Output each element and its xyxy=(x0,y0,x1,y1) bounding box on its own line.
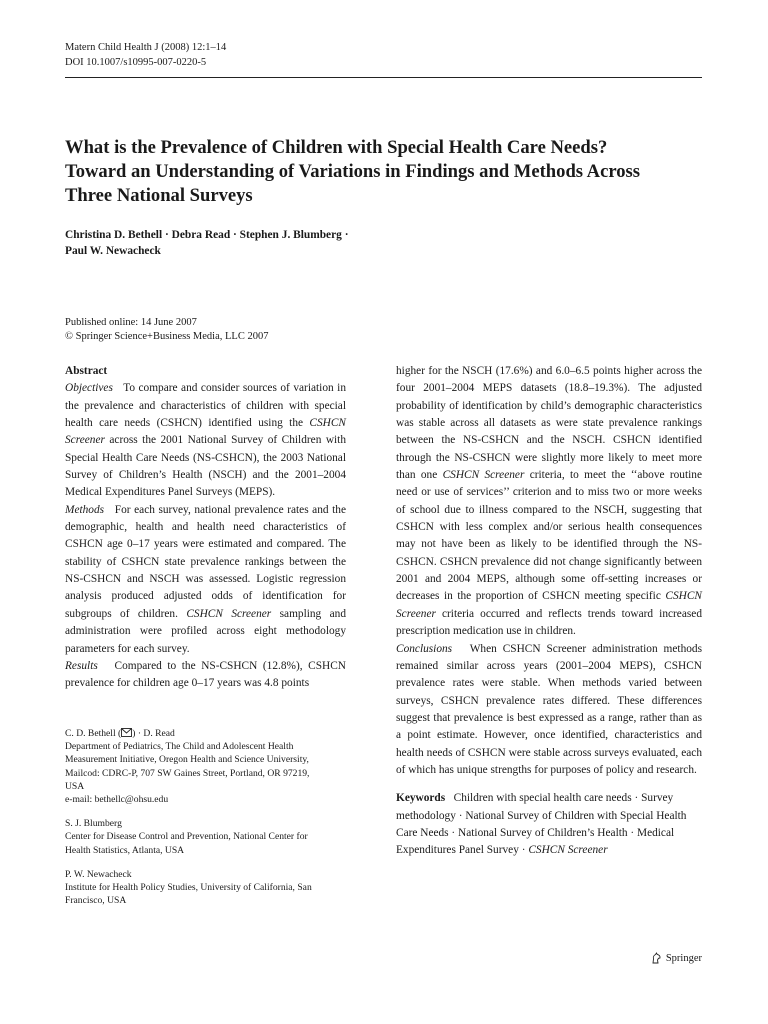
affiliation-1-line-4: USA xyxy=(65,780,85,792)
keywords-block xyxy=(396,790,702,859)
affiliation-1-email[interactable]: e-mail: bethellc@ohsu.edu xyxy=(65,794,169,806)
journal-doi: DOI 10.1007/s10995-007-0220-5 xyxy=(65,57,207,68)
affiliations xyxy=(65,727,355,918)
affiliation-3-line-2: Francisco, USA xyxy=(65,895,127,907)
publisher-mark xyxy=(650,952,702,965)
affiliation-2-line-2: Health Statistics, Atlanta, USA xyxy=(65,844,185,856)
results-text-1-cont: higher for the NSCH (17.6%) and 6.0–6.5 points higher across the four 2001–2004 MEPS datasets (18.8–19.3%). The adjusted probability of identification by child’s demographic characteristics was stable across all datasets as were state prevalence rankings between the NS-CSHCN and the NSCH. CSHCN identified through the NS-CSHCN were slightly more likely to meet more than one xyxy=(396,365,702,482)
left-column xyxy=(65,363,346,693)
affiliation-3-name: P. W. Newacheck xyxy=(65,868,132,880)
journal-citation: Matern Child Health J (2008) 12:1–14 xyxy=(65,42,227,53)
right-column xyxy=(396,363,702,860)
affiliation-3 xyxy=(65,868,355,908)
results-screener-term-2: CSHCN Screener xyxy=(396,590,702,620)
methods-text-2: sampling and administration were profiled across eight methodology parameters for each survey. xyxy=(65,607,347,655)
author-line-2: Paul W. Newacheck xyxy=(65,245,161,257)
results-paragraph-continued xyxy=(396,363,702,641)
methods-label: Methods xyxy=(65,503,105,516)
envelope-icon xyxy=(121,728,132,737)
author-line-1: Christina D. Bethell · Debra Read · Stephen J. Blumberg · xyxy=(65,229,349,241)
methods-screener-term: CSHCN Screener xyxy=(186,607,272,620)
objectives-text-2: across the 2001 National Survey of Children with Special Health Care Needs (NS-CSHCN), the 2003 National Survey of Children’s Health (NSCH) and the 2001–2004 Medical Expenditures Panel Surveys (MEPS). xyxy=(65,434,346,499)
affiliation-1-name-b: ) · D. Read xyxy=(132,728,175,739)
header-rule xyxy=(65,77,702,78)
keywords-screener-term: CSHCN Screener xyxy=(528,844,608,857)
published-date: Published online: 14 June 2007 xyxy=(65,317,197,328)
journal-info xyxy=(65,40,226,70)
results-paragraph-start xyxy=(65,658,346,693)
affiliation-2-name: S. J. Blumberg xyxy=(65,818,122,830)
publication-info xyxy=(65,316,268,344)
affiliation-1 xyxy=(65,727,355,806)
author-list xyxy=(65,227,665,259)
objectives-paragraph xyxy=(65,380,346,501)
springer-horse-icon xyxy=(650,952,663,965)
keywords-label: Keywords xyxy=(396,792,446,805)
affiliation-1-names xyxy=(65,727,355,740)
affiliation-2-line-1: Center for Disease Control and Prevention, National Center for xyxy=(65,831,308,843)
affiliation-1-line-1: Department of Pediatrics, The Child and Adolescent Health xyxy=(65,741,294,753)
abstract-heading: Abstract xyxy=(65,365,108,377)
affiliation-3-line-1: Institute for Health Policy Studies, University of California, San xyxy=(65,882,312,894)
results-text-1: Compared to the NS-CSHCN (12.8%), CSHCN prevalence for children age 0–17 years was 4.8 points xyxy=(65,659,346,690)
objectives-screener-term: CSHCN Screener xyxy=(65,417,346,447)
results-label: Results xyxy=(65,659,98,672)
affiliation-2 xyxy=(65,817,355,857)
publisher-name: Springer xyxy=(665,953,702,964)
methods-paragraph xyxy=(65,502,346,658)
affiliation-1-name-a: C. D. Bethell ( xyxy=(65,728,122,739)
objectives-text-1: To compare and consider sources of variation in the prevalence and characteristics of children with special health care needs (CSHCN) identified using the xyxy=(65,382,346,430)
results-text-3: criteria occurred and reflects trends toward increased prescription medication use in children. xyxy=(396,607,702,638)
affiliation-1-line-3: Mailcod: CDRC-P, 707 SW Gaines Street, Portland, OR 97219, xyxy=(65,767,310,779)
results-screener-term-1: CSHCN Screener xyxy=(442,469,525,482)
copyright: © Springer Science+Business Media, LLC 2007 xyxy=(65,331,269,342)
article-title: What is the Prevalence of Children with Special Health Care Needs? Toward an Understanding of Variations in Findings and Methods Across Three National Surveys xyxy=(65,137,641,206)
conclusions-text: When CSHCN Screener administration methods remained similar across years (2001–2004 MEPS), CSHCN prevalence rates were stable. When methods varied between surveys, CSHCN prevalence rates differed. These differences suggest that prevalence is best expressed as a range, rather than as a point estimate. However, once identified, characteristics and health needs of CSHCN were stable across surveys evaluated, each of which has unique strengths for purposes of policy and research. xyxy=(396,642,702,776)
conclusions-paragraph xyxy=(396,641,702,780)
methods-text-1: For each survey, national prevalence rates and the demographic, health and health need characteristics of CSHCN age 0–17 years were estimated and compared. The stability of CSHCN state prevalence rankings between the NS-CSHCN and NSCH was assessed. Logistic regression analysis produced adjusted odds of identification for subgroups of children. xyxy=(65,503,346,620)
conclusions-label: Conclusions xyxy=(396,642,453,655)
keywords-text: Children with special health care needs · Survey methodology · National Survey of Children with Special Health Care Needs · National Survey of Children’s Health · Medical Expenditures Panel Survey · xyxy=(396,792,687,857)
affiliation-1-line-2: Measurement Initiative, Oregon Health and Science University, xyxy=(65,754,309,766)
results-text-2: criteria, to meet the ‘‘above routine need or use of services’’ criterion and to miss two or more weeks of school due to illness compared to the NSCH, suggesting that CSHCN with less complex and/or serious health consequences may not have been as likely to be identified through the NS-CSHCN. CSHCN prevalence did not change significantly between 2001 and 2004 MEPS, although some off-setting increases or decreases in the proportion of CSHCN meeting specific xyxy=(396,469,702,603)
objectives-label: Objectives xyxy=(65,382,113,395)
